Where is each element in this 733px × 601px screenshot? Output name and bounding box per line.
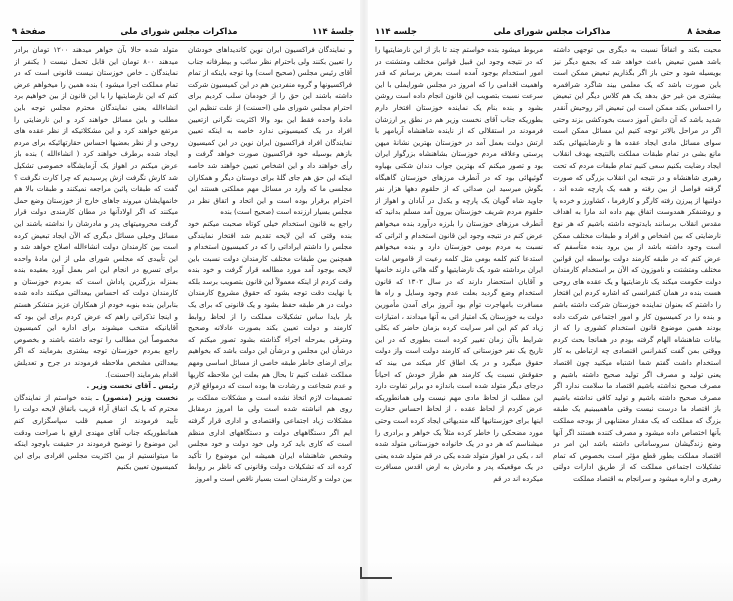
text-column-right [188,44,352,541]
speech-paragraph [14,392,178,473]
page-8 [367,0,733,601]
page-9 [0,0,362,601]
page-header [375,26,721,38]
session-number: جلسه ۱۱۴ [375,27,417,37]
page-number-label: صفحهٔ ۹ [12,27,46,37]
body-paragraph: و نمایندگان فراکسیون ایران نوین کاندیداهای خودشان را تعیین بکنند ولی باحترام نظر سائب و بیطرفانه جناب آقای رئیس مجلس (صحیح است) وبا توجه باینکه از تمام فراکسیونها و گروه منفردین هم در این کمیسیون شرکت داشته باشند این حق را از خودمان سلب کردیم برای احترام مجلس شورای ملی (احسنت) از علت تنظیم این مادهٔ واحده فقط این بود والا اکثریت نگرانی ازتعیین افراد در یک کمیسیونی ندارد خاصه به اینکه تعیین نمایندگان افراد فراکسیون ایران نوین در این کمیسیون بازهم بوسیله خود فراکسیون صورت خواهد گرفت و رأی خواهند داد و این اشخاص تعیین خواهند شد خاصه اینکه این حق هم جای گلهٔ برای دوستان دیگر و همکاران مجلسی ما که وارد در مسائل مهم مملکتی هستند این احترام برقرار بوده است و این اتحاد و اتفاق نظر در مجلس بسیار ارزنده است (صحیح است) بنده [188,45,352,217]
session-number: جلسهٔ ۱۱۴ [312,27,354,37]
header-rule [375,40,721,41]
page-header [12,26,354,38]
body-paragraph: مربوط میشود بنده خواستم چند تا باز از این نارضایتیها را که در نتیجه وجود این قبیل قوانین مختلف ومتشتت در امور استخدام بوجود آمده است بعرض برسانم که قدر واهمیت اقدامی را که امروز در مجلس شورایملی با این سرعت نسبت بتصویب این قانون انجام داده است روشن بشود و بنده بنام یک نماینده خوزستان افتخار دارم بطوریکه جناب آقای نخست وزیر هم در نطق پر ارزشان فرمودند در استقلالی که از ناینده شاهنشاه آریامهر با ارتش دولت بعمل آمد در خوزستان بهترین نشانهٔ میهن پرستی وعلاقه مردم خوزستان بشاهنشاه بزرگوار ایران بود و تصور میکنم که بهترین جواب دندان شکنی بهیاوه گوئیهائی بود که در آنطرف مرزهای خوزستان گاهبگاه بگوش میرسید این صدائی که از حلقوم دهها هزار نفر جاوید شاه گویان یک پارچه و یکدل در آبادان و اهواز از حلقوم مردم شریف خوزستان بیرون آمد مسلم بدانید که آنطرف مرزهای خوزستان را بلرزه درآورد بنده میخواهم عرض کنم در نتیجه وجود این قانون استخدام و اثراتی که نسبت به مردم بومی خوزستان دارد و بنده میخواهم استدعا کنم کلمه بومی مثل کلمه رعیت از قاموس لغات ایران برداشته شود یک نارضایتیها و گله هائی دارند خانمها و آقایان استحضار دارند که در سال ۱۳۰۲ که قانون استخدام وضع گردید بعلت عدم وجود وسایل و راه ها مسافرت بامهاجرت توأم بود آنروز برای آمدن مأمورین دولت به خوزستان یک امتیاز اتی به آنها میدادند ، امتیازات زیاد کم کم این امر سرایت کرده بزمان حاضر که بکلی شرایط باآن زمان تغییر کرده است بطوری که در این تاریخ یک نفر خوزستانی که کارمند دولت است واز دولت حقوق میگیرد و در یک اطاق کار میکند می بیند که حقوقش نسبت یک کارمند هم طراز خودش که احیاناً درجای دیگر متولد شده است باندازه دو برابر تفاوت دارد این مطلب از لحاظ مادی مهم نیست ولی همانطوریکه عرض کردم از لحاظ عقده ، از لحاظ احساس حقارت اینها برای خوزستانیها گله مندیهائی ایجاد کرده است وحتی مورد مضحکی را خاطر کرده مثلاً یک خواهر و برادری را میشناسم که هر دو در یک خانواده خوزستانی متولد شده اند ، یکی در اهواز متولد شده یکی در قم متولد شده یعنی در یک موقعیکه پدر و مادرش به ارض اقدس مسافرت میکرده اند در قم [375,45,543,483]
page-corner-mark [360,567,392,579]
header-rule [12,40,354,41]
text-column-left [375,44,543,541]
page-number-label: صفحهٔ ۸ [687,27,721,37]
body-paragraph: محیت بکند و اتفاقاً نسبت به دیگری بی توجهی داشته باشد همین تبعیض باعث خواهد شد که بجمع دیگر نیز بویسیله شود و حتی باز اگر بگذاریم تبعیض ممکن است باین صورت باشد که یک معلمی بیند شاگرد شرافمره بیشتری من غیر حق بدهد یک هم کلاس دیگر این تبعیض را احساس بکند ممکن است این تبعیض اثر روحیش آنقدر شدید باشد که آن دانش آموز دست بخودکشی بزند وحتی اگر در مراحل بالاتر توجه کنیم این مسائل ممکن است سوای مسائل مادی ایجاد عقده ها و نارضایتیهائی بکند مانع بشی در تمام طبقات مملکت بالنتیجه بهدف انقلاب ایجاد رضایت بکنیم سعی کنیم تمام طبقات مردم که تحت رهبری شاهنشاه و در نتیجه این انقلاب بزرگی که صورت گرفته فواصل از بین رفته و همه یک پارچه شده اند ، دولتیها از پیرزن رفته کارگر و کارفرما ، کشاورز و خرده پا و روشنفکر همدوست اتفاق بهم داده اند مارا به اهداف مقدس انقلاب برسانند بایدتوجه داشته باشیم که هر نوع نارضایتی که بین اشخاص و افراد و طبقات مختلف ممکن است وجود داشته باشد از بین برود بنده متأسفم که عرض کنم که در طبقه کارمند دولت بواسطه این قوانین مختلف ومتشتت و ناموزون که الآن بر استخدام کارمندان دولت حکومت میکند یک نارضایتیها و یک عقده های روحی هست بنده در همان کنفرانسی که اشاره کردم این افتخار را داشتم که بعنوان نماینده خوزستان شرکت داشته باشم و بنده را در کمیسیون کار و امور اجتماعی شرکت داده بودند همین موضوع قانون استخدام کشوری را که از بیانات شاهنشاه الهام گرفته بودم در همانجا بحث کردم ووقتی بمن گفت کنفرانس اقتصادی چه ارتباطی به کار استخدام داشت گفتم شما اشتباه میکنید چون اقتصاد یعنی تولید و مصرف اگر تولید صحیح داشته باشیم و مصرف صحیح نداشته باشیم اقتصاد ما سلامت ندارد اگر مصرف صحیح داشته باشیم و تولید کافی نداشته باشیم باز اقتصاد ما درست نیست وقتی ماهمیبینیم یک طبقه بزرگ که مملکت که یک مقدار معتنابهی از بودجه مملکت بآنها اختصاص داده میشود و مصرف کننده هستند اگر آنها وضع زندگیشان سروسامانی داشته باشد این امر در اقتصاد مملکت بطور قطع مؤثر است بخصوص که تمام تشکیلات اجتماعی مملکت که از طریق ادارات دولتی رهبری و اداره میشود و سرانجام به اقتصاد مملکت [553,45,721,483]
body-paragraph: راجع به قانون استخدام خیلی کوتاه صحبت میکنم خود بنده وقتی که این لایحه تقدیم شد افتخار نمایندگی مجلس را داشتم ایراداتی را که در کمیسیون استخدام و همچنین بین طبقات مختلف کارمندان دولت نسبت باین لایحه بوجود آمد مورد مطالعه قرار گرفت و خود بنده وقت کردم از اینکه معمولاً این قانون بتصویب برسد بلکه با نهایت دقت توجه بشود که حقوق مشروع کارمندان دولت در هر طبقه حفظ بشود و یک قانونی که برای یک بار بایدا ساس تشکیلات مملکت را از لحاظ روابط کارمند و دولت تعیین بکند بصورت عادلانه وصحیح ومترقی بمرحله اجراء گذاشته بشود تصور میکنم که درشأن این مجلس و درشأن این دولت باشد که بخواهیم برای ارضای خاطر طبقه خاصی از مسائل اساسی ومهم مملکت غفلت کنیم تا بحال هم بعلت این ملاحظه کاریها و عدم شجاعت و رشادت ها بوده است که درمواقع لازم تصمیمات لازم اتخاذ نشده است و مشکلات مملکت بر روی هم انباشته شده است ولی ما امروز درمقابل مشکلات زیاد اجتماعی واقتصادی و اداری قرار گرفته ایم اگر دستگاههای دولت و دستگاههای اداری منظم است که کاری باید کرد ولی خود دولت و خود مجلس وشخص شاهنشاه ایران همیشه این موضوع را تأکید کرده اند که تشکیلات دولت وقانونی که ناظر بر روابط بین دولت و کارمندان است بسیار ناقص است و امروز [188,218,352,483]
speech-text: بنده خواستم از نمایندگان محترم که با یک اتفاق آراء قریب باتفاق لایحه دولت را تأیید فرمودند از صمیم قلب سپاسگزاری کنم همانطوریکه جناب آقای مهندی ارفع با صراحت ودقت این موضوع را توضیح فرمودند در حقیقت باوجود اینکه ما میتوانستیم از بین اکثریت مجلس افرادی برای این کمیسیون تعیین بکنیم [14,392,178,472]
speech-heading: رئیس ـ آقای نخست وزیر . [86,381,178,391]
text-column-left [14,44,178,541]
body-paragraph: متولد شده حالا بآن خواهر میدهند ۱۲۰۰ تومان برادر میدهند ۸۰۰ تومان این قابل تحمل نیست ( یکنفر از نمایندگان ـ خاص خوزستان نیست قانونی است که در تمام مملکت اجرا میشود ) بنده همین را میخواهم عرض کنم که این نارضایتیها را با این قانون از بین خواهیم برد انشاءالله یعنی نمایندگان محترم مجلس توجه باین مطلب و باین مسائل خواهند کرد و این نارضایتی را مرتفع خواهند کرد و این مشکلاتیکه از نظر عقده های روحی و از نظر بعضیها احساس حقارتهائیکه برای مردم ایجاد شده برطرف خواهند کرد ( انشاءالله ) بنده باز عرض میکنم در اهواز یک آزمایشگاه خصوصی تشکیل شد کارش نگرفت ازش پرسیدیم که چرا کارت نگرفت ؟ گفت که طبقات پائین مراجعه نمیکنند و طبقات بالا هم خانمهایشان میروند جاهای خارج از خوزستان وضع حمل میکنند که اگر اولادآنها در مطان کارمندی دولت قرار گرفت محرومیتهای پدر و مادرشان را نداشته باشند این مسائل وخیلی مسائل دیگری که الآن ایجاد تبعیض کرده است بین کارمندان دولت انشاءالله اصلاح خواهد شد و این تأییدی که مجلس شورای ملی از این مادهٔ واحده برای تسریع در انجام این امر بعمل آورد بعقیده بنده بمنزله بزرگترین پاداش است که بمردم خوزستان و کارمندان دولت که احساس بیعدالتی میکنند داده شده بنابراین بنده بنوبه خودم از همکاران عزیز متشکر هستم و اینجا تذکراتی راهم که عرض کردم برای این بود که آقایانیکه منتخب میشوند برای اداره این کمیسیون مخصوصاً این مطالب را توجه داشته باشند و بخصوص راجع بمردم خوزستان توجه بیشتری بفرمایند که اگر بیعدالتی مشخص ملاحظه فرمودند در جرح و تعدیلش اقدام بفرمایند (احسنت). [14,45,178,379]
publication-title: مذاکرات مجلس شورای ملی [120,27,238,37]
text-columns [14,44,352,541]
speaker-name: نخست وزیر (منصور) ـ [96,392,178,402]
publication-title: مذاکرات مجلس شورای ملی [493,27,611,37]
text-column-right [553,44,721,541]
text-columns [375,44,721,541]
